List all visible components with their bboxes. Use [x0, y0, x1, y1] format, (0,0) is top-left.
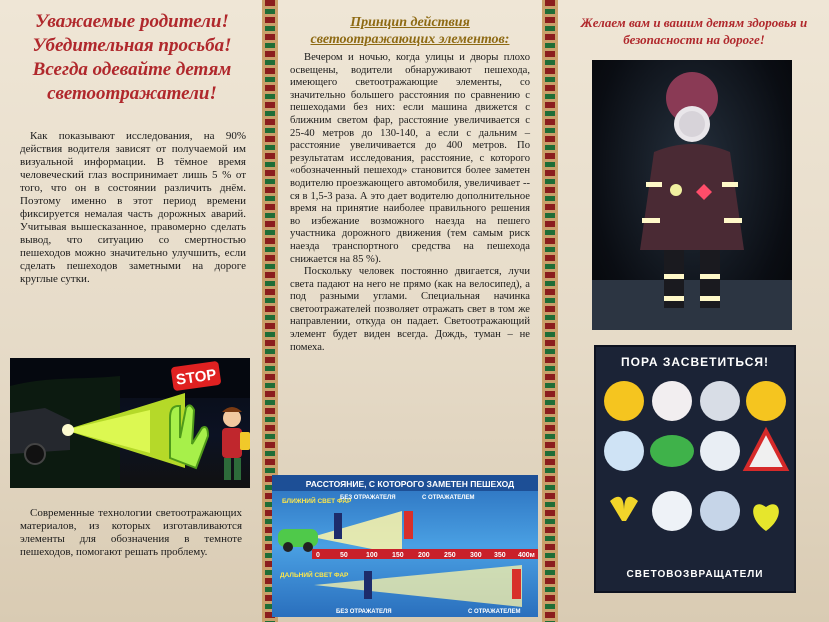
board-title: ПОРА ЗАСВЕТИТЬСЯ! [620, 355, 770, 369]
infographic-label-with-top: С ОТРАЖАТЕЛЕМ [422, 495, 475, 501]
infographic-graphic [272, 475, 538, 617]
scale-250: 250 [444, 552, 456, 559]
scale-50: 50 [340, 552, 348, 559]
scale-400: 400м [518, 552, 535, 559]
infographic-label-far: ДАЛЬНИЙ СВЕТ ФАР [280, 572, 349, 579]
right-heading: Желаем вам и вашим детям здоровья и безопасности на дороге! [580, 15, 808, 47]
infographic-label-near: БЛИЖНИЙ СВЕТ ФАР [282, 498, 352, 505]
left-heading: Уважаемые родители! Убедительная просьба! Всегда одевайте детям светоотражатели! [32, 11, 232, 104]
board-footer: СВЕТОВОЗВРАЩАТЕЛИ [626, 569, 764, 580]
infographic-label-with-bottom: С ОТРАЖАТЕЛЕМ [468, 609, 521, 615]
infographic-title: РАССТОЯНИЕ, С КОТОРОГО ЗАМЕТЕН ПЕШЕХОД [305, 479, 515, 489]
scale-300: 300 [470, 552, 482, 559]
scale-150: 150 [392, 552, 404, 559]
child-photo-graphic [592, 60, 792, 330]
scale-350: 350 [494, 552, 506, 559]
child-in-reflective-clothing-photo [592, 60, 792, 330]
ornament-border-right [542, 0, 558, 622]
visibility-distance-infographic [272, 475, 538, 617]
scale-100: 100 [366, 552, 378, 559]
infographic-label-without-bottom: БЕЗ ОТРАЖАТЕЛЯ [336, 609, 392, 615]
reflectors-graphic [596, 371, 794, 571]
car-headlight-illustration [10, 358, 250, 488]
stop-sign-text: STOP [174, 366, 218, 389]
scale-200: 200 [418, 552, 430, 559]
scale-0: 0 [316, 552, 320, 559]
infographic-label-without-top: БЕЗ ОТРАЖАТЕЛЯ [340, 495, 396, 501]
left-body-text: Как показывают исследования, на 90% действия водителя зависят от получаемой им визуальной информации. В тёмное время человеческий глаз воспринимает лишь 5 % от того, что он в состоянии различить днём. Поэтому именно в этот период времени фиксируется немалая часть дорожных аварий. Учитывая вышесказанное, правомерно сделать вывод, что ситуацию со смертностью пешеходов можно значительно улучшить, если сделать пешеходов заметными на дороге круглые сутки. [20, 130, 246, 285]
reflectors-showcase-board [594, 345, 796, 593]
car-scene-graphic [10, 358, 250, 488]
left-caption-text: Современные технологии светоотражающих материалов, из которых изготавливаются элементы для обозначения в темноте пешеходов, помогают решать проблему. [20, 507, 242, 558]
middle-paragraph-1: Вечером и ночью, когда улицы и дворы плохо освещены, водители обнаруживают пешехода, имеющего светоотражающие элементы, со значительно большего расстояния по сравнению с пешеходами без них: если машина движется с ближним светом фар, расстояние увеличивается с 25-40 метров до 130-140, а если с дальним – расстояние увеличивается до 400 метров. По результатам исследования, расстояние, с которого «обозначенный пешеход» становится более заметен водителю проезжающего автомобиля, увеличивает -- ся в 1,5-3 раза. А это дает водителю дополнительное время на принятие наиболее правильного решения во избежание возможного наезда на пешего участника дорожного движения (тем самым риск наезда транспортного средства на пешехода снижается на 85 %). [290, 52, 530, 265]
middle-heading: Принцип действия светоотражающих элементов: [310, 15, 510, 47]
middle-paragraph-2: Поскольку человек постоянно двигается, лучи света падают на него не прямо (как на велосипед), а под разными углами. Специальная начинка светоотражателей позволяет отражать свет в том же направлении, откуда он падает. Светоотражающий элемент будет виден всегда. Дождь, туман – не помеха. [290, 266, 530, 353]
left-panel [0, 0, 262, 622]
right-panel [558, 0, 829, 622]
middle-body-text [290, 52, 530, 354]
